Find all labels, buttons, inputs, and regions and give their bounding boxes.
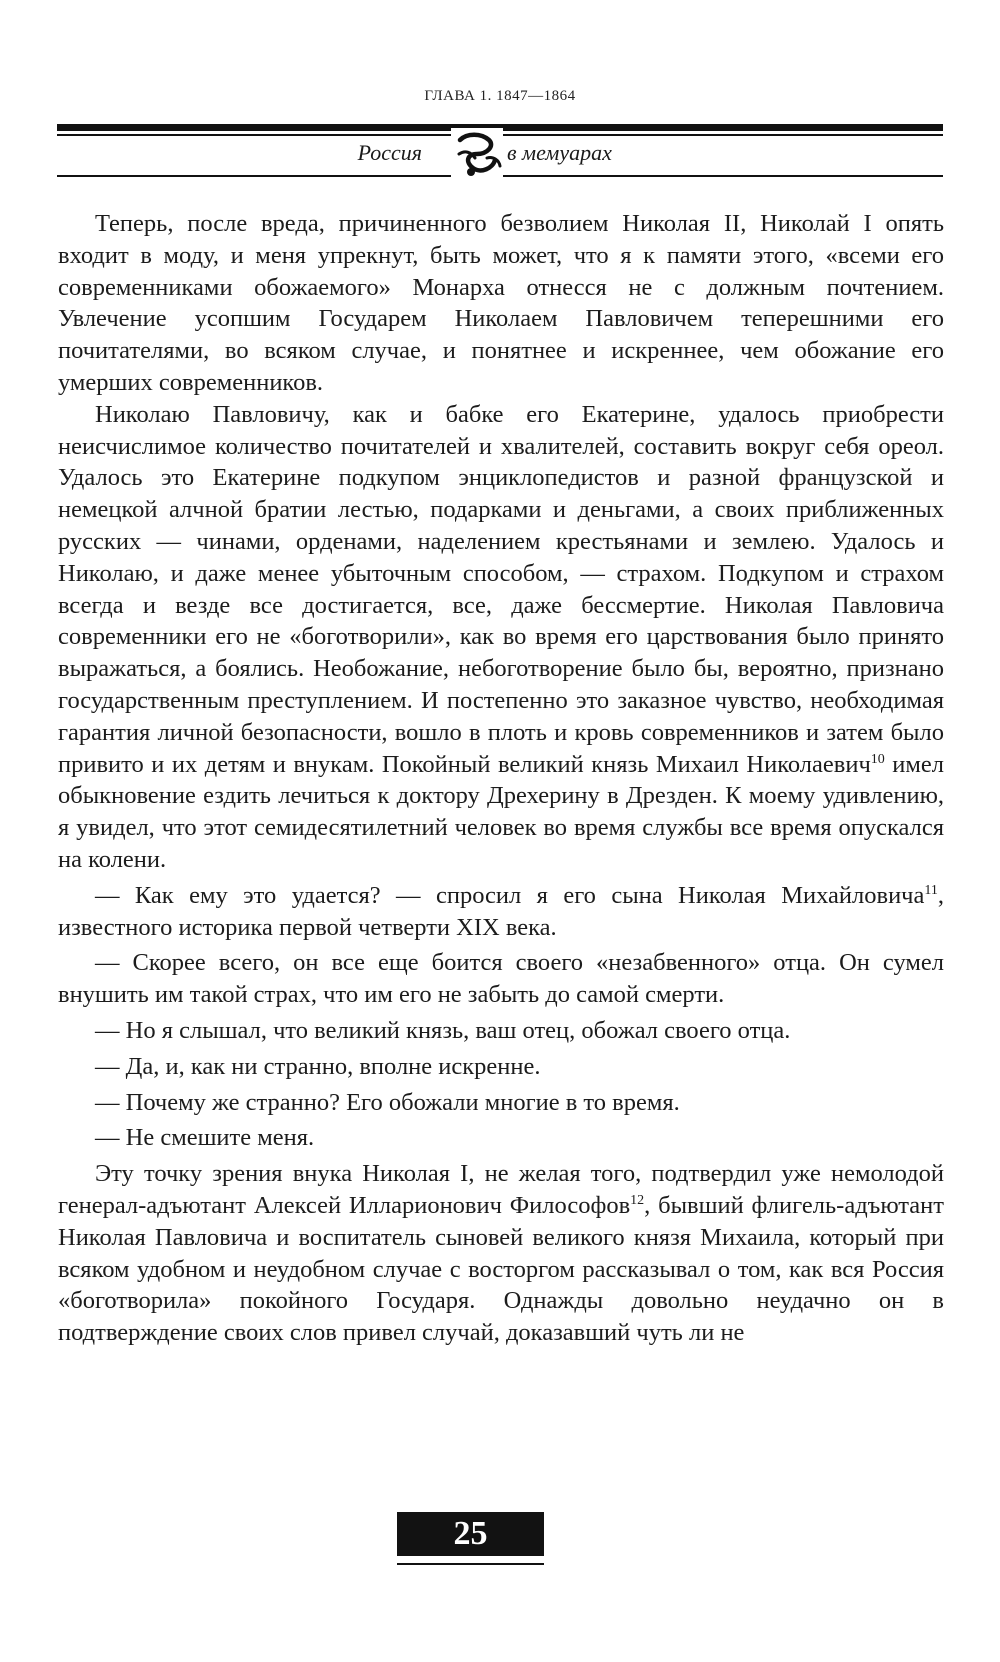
page-number-rule [397, 1563, 544, 1565]
dialogue-line: — Но я слышал, что великий князь, ваш отец, обожал своего отца. [95, 1016, 791, 1044]
dialogue-line: — Как ему это удается? — спросил я его сына Николая Михайловича$^{11}$, известного историка первой четверти XIX века. [58, 881, 944, 941]
series-logo-icon [451, 128, 503, 184]
dialogue-line: — Да, и, как ни странно, вполне искренне. [95, 1052, 541, 1080]
series-title-right: в мемуарах [507, 140, 612, 165]
dialogue-line: — Скорее всего, он все еще боится своего «незабвенного» отца. Он сумел внушить им такой страх, что им его не забыть до самой смерти. [58, 949, 944, 1009]
paragraph: Эту точку зрения внука Николая I, не желая того, подтвердил уже немолодой генерал-адъютант Алексей Илларионович Философов$^{12}$, бывший флигель-адъютант Николая Павловича и воспитатель сыновей великого князя Михаила, который при всяком удобном и неудобном случае с восторгом рассказывал о том, как вся Россия «боготворила» покойного Государя. Однажды довольно неудачно он в подтверждение своих слов привел случай, доказавший чуть ли не [58, 1160, 945, 1347]
paragraph: Теперь, после вреда, причиненного безволием Николая II, Николай I опять входит в моду, и меня упрекнут, быть может, что я к памяти этого, «всеми его современниками обожаемого» Монарха отнесся не с должным почтением. Увлечение усопшим Государем Николаем Павловичем теперешними его почитателями, во всяком случае, и понятнее и искреннее, чем обожание его умерших современников. [58, 210, 944, 396]
paragraph: Николаю Павловичу, как и бабке его Екатерине, удалось приобрести неисчислимое количество почитателей и хвалителей, составить вокруг себя ореол. Удалось это Екатерине подкупом энциклопедистов и разной французской и немецкой алчной братии лестью, подарками и деньгами, а своих приближенных русских — чинами, орденами, наделением крестьянами и землею. Удалось и Николаю, и даже менее убыточным способом, — страхом. Подкупом и страхом всегда и везде все достигается, все, даже бессмертие. Николая Павловича современники его не «боготворили», как во время его царствования было принято выражаться, а боялись. Необожание, небоготворение было бы, вероятно, признано государственным преступлением. И постепенно это заказное чувство, необходимая гарантия личной безопасности, вошло в плоть и кровь современников и затем было привито и их детям и внукам. Покойный великий князь Михаил Николаевич$^{10}$ имел обыкновение ездить лечиться к доктору Дрехерину в Дрезден. К моему удивлению, я увидел, что этот семидесятилетний человек во время службы все время опускался на колени. [58, 400, 944, 873]
running-head: ГЛАВА 1. 1847—1864 [424, 88, 576, 104]
footnote-ref: 12 [630, 1192, 645, 1208]
page-number: 25 [397, 1512, 544, 1556]
series-title-left: Россия [357, 140, 422, 165]
dialogue-line: — Не смешите меня. [95, 1124, 315, 1152]
dialogue-line: — Почему же странно? Его обожали многие в то время. [95, 1088, 680, 1116]
footnote-ref: 11 [924, 882, 938, 898]
main-text [58, 208, 944, 1349]
footnote-ref: 10 [870, 751, 885, 767]
